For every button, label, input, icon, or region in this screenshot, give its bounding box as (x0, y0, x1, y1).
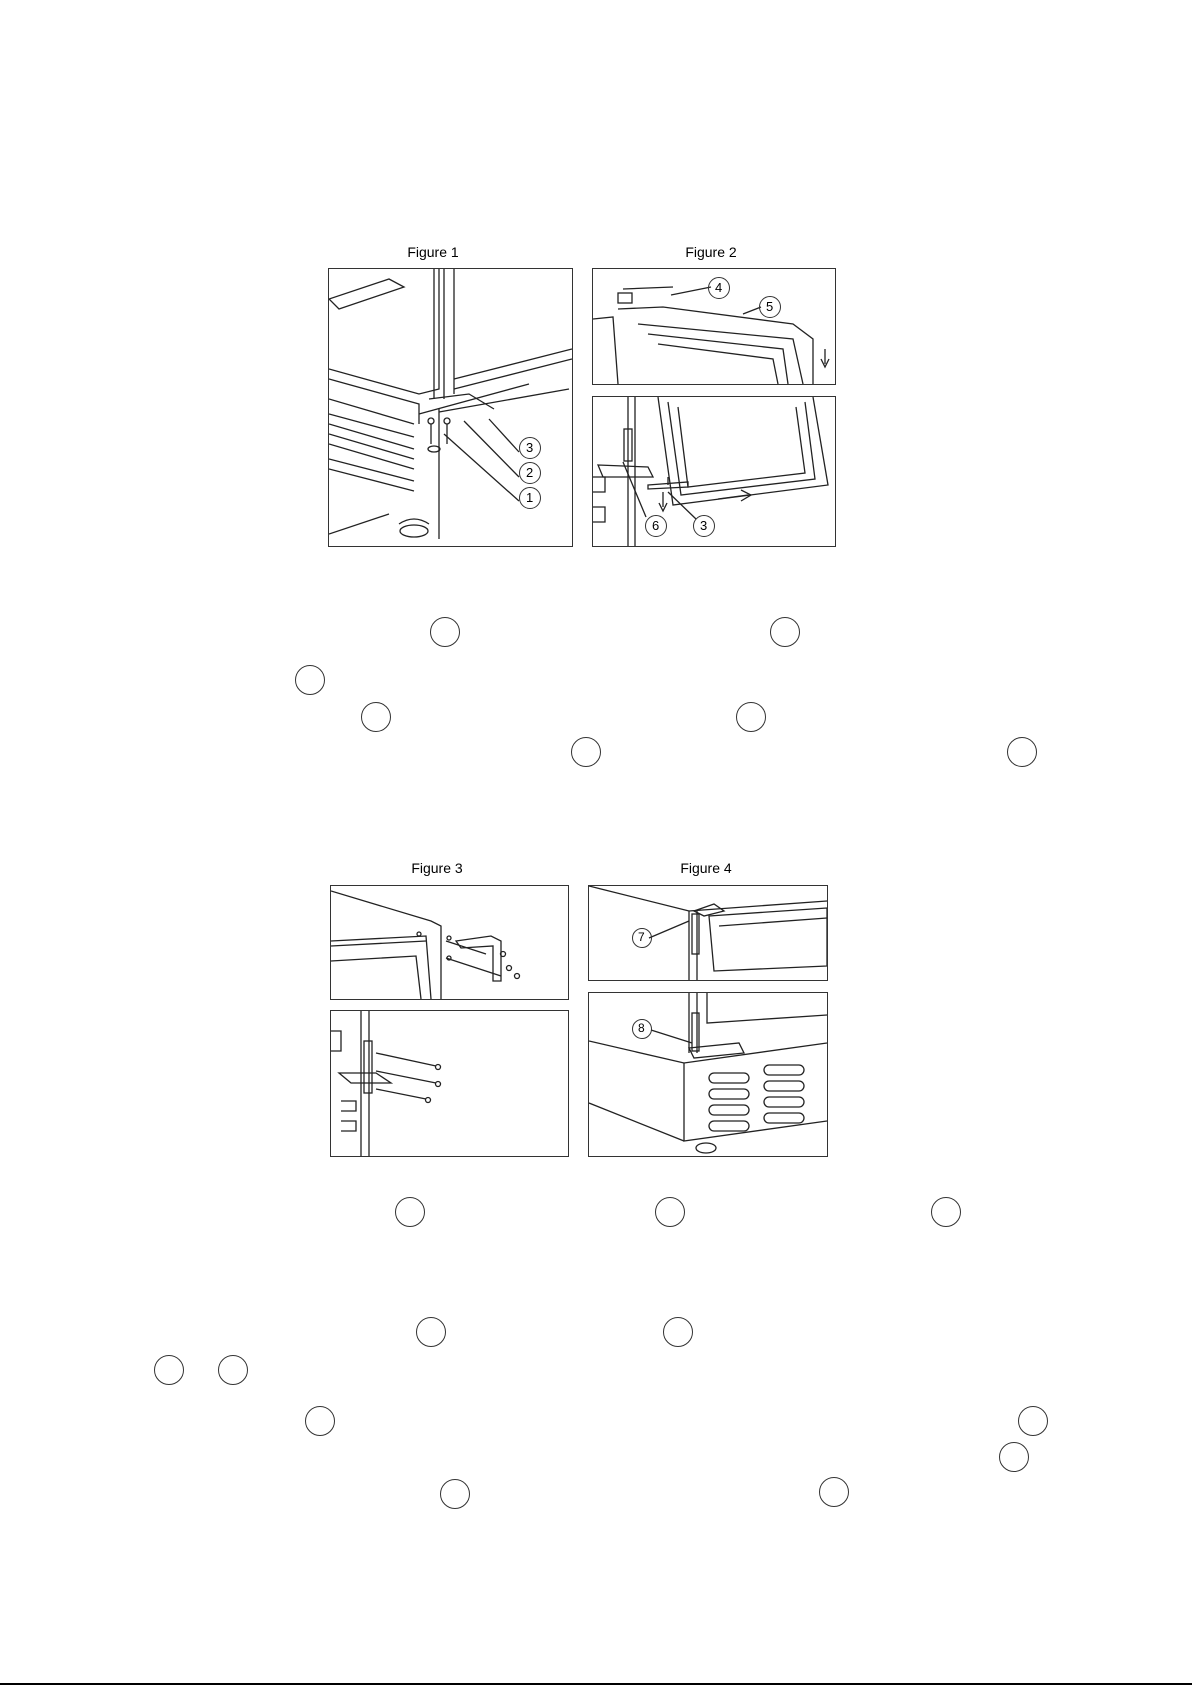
text-callout (770, 617, 800, 647)
text-callout (154, 1355, 184, 1385)
figure-1-panel (328, 268, 573, 547)
text-callout (571, 737, 601, 767)
text-callout (655, 1197, 685, 1227)
fig2-label-6: 6 (652, 518, 660, 533)
text-callout (663, 1317, 693, 1347)
text-callout (305, 1406, 335, 1436)
fig1-label-3: 3 (526, 440, 534, 455)
text-callout (999, 1442, 1029, 1472)
text-callout (416, 1317, 446, 1347)
figure-3-top-panel (330, 885, 569, 1000)
fig1-label-2: 2 (526, 465, 534, 480)
text-callout (931, 1197, 961, 1227)
figure-1-caption: Figure 1 (407, 244, 459, 260)
fig2-label-5: 5 (766, 299, 774, 314)
text-callout (1018, 1406, 1048, 1436)
fig4-label-7: 7 (638, 930, 645, 944)
figure-2-top-panel (592, 268, 836, 385)
figure-3-bottom-drawing (331, 1011, 568, 1156)
figure-4-top-drawing (589, 886, 827, 980)
fig2-label-4: 4 (715, 280, 723, 295)
text-callout (736, 702, 766, 732)
figure-4-top-panel (588, 885, 828, 981)
figure-3-bottom-panel (330, 1010, 569, 1157)
figure-2-caption: Figure 2 (685, 244, 737, 260)
text-callout (295, 665, 325, 695)
text-callout (1007, 737, 1037, 767)
text-callout (819, 1477, 849, 1507)
fig4-label-8: 8 (638, 1021, 645, 1035)
figure-2-bottom-panel (592, 396, 836, 547)
text-callout (218, 1355, 248, 1385)
fig1-label-1: 1 (526, 490, 534, 505)
figure-4-caption: Figure 4 (680, 860, 732, 876)
figure-4-bottom-panel (588, 992, 828, 1157)
figure-3-top-drawing (331, 886, 568, 999)
figure-3-caption: Figure 3 (411, 860, 463, 876)
text-callout (361, 702, 391, 732)
text-callout (430, 617, 460, 647)
fig2-label-3: 3 (700, 518, 708, 533)
text-callout (440, 1479, 470, 1509)
figure-4-bottom-drawing (589, 993, 827, 1156)
text-callout (395, 1197, 425, 1227)
